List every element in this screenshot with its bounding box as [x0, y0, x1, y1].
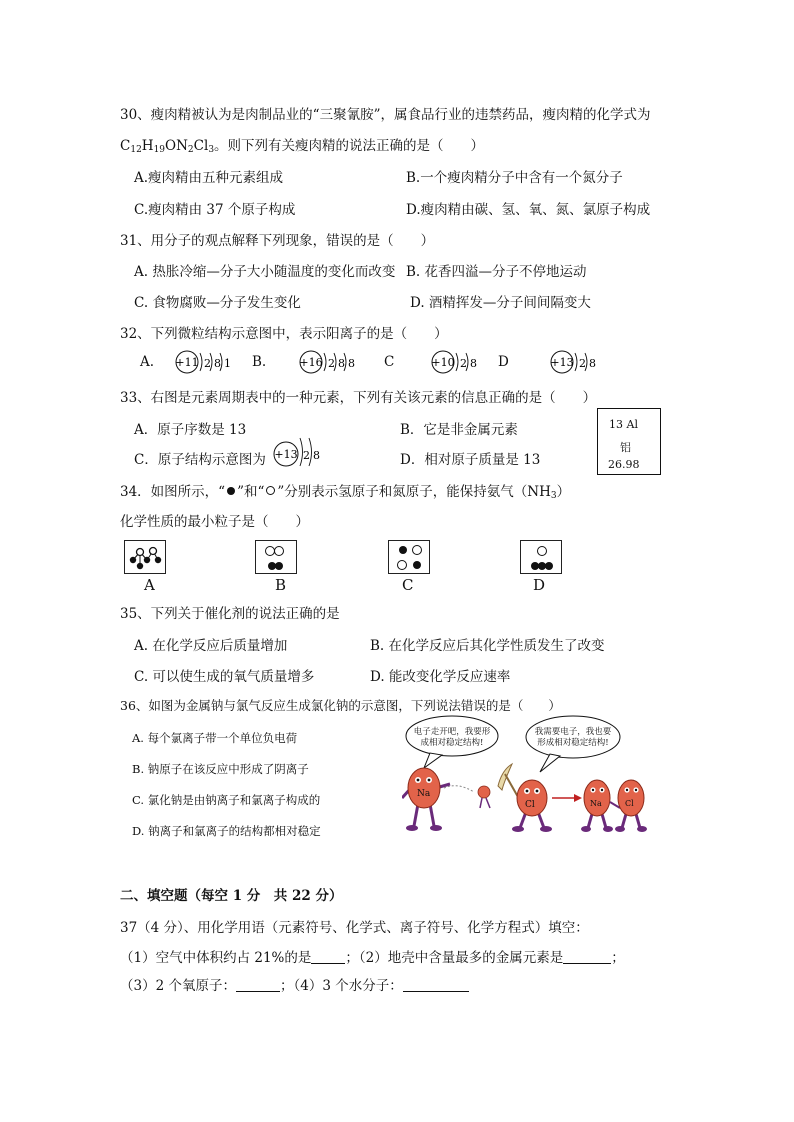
hydrogen-symbol-icon — [227, 487, 235, 495]
atom-diagram-d — [548, 348, 604, 376]
q34-label-d[interactable]: D — [533, 576, 546, 594]
q31-option-a[interactable]: A. 热胀冷缩—分子大小随温度的变化而改变 — [134, 264, 396, 280]
atom-diagram-a — [173, 348, 239, 376]
sodium-chlorine-reaction-illustration — [402, 712, 662, 834]
q33-atom-nucleus: +13 — [274, 448, 298, 461]
atom-a-shell-3: 1 — [224, 357, 231, 370]
q33-atom-diagram — [272, 432, 328, 468]
q32-label-b[interactable]: B. — [252, 354, 267, 370]
na-ion-label: Na — [590, 799, 602, 808]
q34-label-a[interactable]: A — [144, 576, 155, 594]
q30-option-c[interactable]: C.瘦肉精由 37 个原子构成 — [134, 202, 296, 218]
q34-nh3-sub: 3 — [550, 491, 557, 501]
cl-catcher-label: Cl — [525, 800, 535, 810]
q34-stem-b: ”和“ — [237, 484, 265, 500]
q35-option-c[interactable]: C. 可以使生成的氧气质量增多 — [134, 669, 315, 685]
atom-a-shell-2: 8 — [214, 357, 221, 370]
q34-box-b[interactable] — [255, 540, 297, 574]
atom-d-nucleus: +13 — [550, 356, 574, 369]
q37-part1-label: （1）空气中体积约占 21%的是 — [120, 950, 312, 966]
bubble2-line2: 形成相对稳定结构! — [537, 738, 609, 748]
element-mass: 26.98 — [608, 458, 640, 471]
atom-d-shell-2: 8 — [589, 357, 596, 370]
na-label: Na — [417, 789, 431, 799]
q37-blank-1[interactable] — [311, 951, 345, 964]
q37-blank-4[interactable] — [403, 979, 469, 992]
molecule-chain-icon — [125, 541, 165, 573]
q30-option-a[interactable]: A.瘦肉精由五种元素组成 — [134, 170, 284, 186]
hydrogen-atom-icon — [399, 546, 407, 554]
q34-label-b[interactable]: B — [275, 576, 287, 594]
q31-option-d[interactable]: D. 酒精挥发—分子间间隔变大 — [410, 295, 591, 311]
q36-stem: 36、如图为金属钠与氯气反应生成氯化钠的示意图，下列说法错误的是（ ） — [120, 698, 561, 713]
atom-diagram-c — [429, 348, 485, 376]
q37-line1-end: ； — [611, 950, 625, 966]
element-name: 铝 — [620, 441, 631, 454]
q33-option-c[interactable]: C．原子结构示意图为 — [134, 452, 266, 468]
q37-part4-label: ；（4）3 个水分子： — [279, 978, 403, 994]
atom-b-shell-3: 8 — [348, 357, 355, 370]
q35-option-b[interactable]: B. 在化学反应后其化学性质发生了改变 — [370, 638, 605, 654]
element-card — [597, 408, 661, 475]
q32-label-c[interactable]: C — [384, 354, 395, 370]
bubble1-line2: 成相对稳定结构! — [420, 738, 484, 748]
nitrogen-atom-icon — [537, 546, 547, 556]
q30-stem-tail: 。则下列有关瘦肉精的说法正确的是（ ） — [214, 138, 485, 154]
q35-stem: 35、下列关于催化剂的说法正确的是 — [120, 606, 340, 622]
atom-c-shell-1: 2 — [460, 357, 467, 370]
hydrogen-atom-icon — [275, 562, 283, 570]
q37-line1 — [120, 946, 625, 966]
formula-h: H — [141, 138, 154, 154]
q34-stem-line2: 化学性质的最小粒子是（ ） — [120, 514, 309, 530]
q33-option-d[interactable]: D．相对原子质量是 13 — [400, 452, 541, 468]
q37-stem: 37（4 分）、用化学用语（元素符号、化学式、离子符号、化学方程式）填空： — [120, 920, 589, 936]
q33-atom-shell-1: 2 — [303, 449, 310, 462]
formula-on: ON — [165, 138, 188, 154]
formula-h-count: 19 — [153, 145, 166, 155]
q31-stem: 31、用分子的观点解释下列现象，错误的是（ ） — [120, 233, 435, 249]
formula-c-count: 12 — [130, 145, 142, 155]
atom-diagram-b — [297, 348, 363, 376]
q37-part3-label: （3）2 个氧原子： — [120, 978, 236, 994]
atom-a-shell-1: 2 — [204, 357, 211, 370]
q37-blank-3[interactable] — [236, 979, 280, 992]
bubble2-line1: 我需要电子，我也要 — [534, 727, 612, 737]
q32-stem: 32、下列微粒结构示意图中，表示阳离子的是（ ） — [120, 326, 448, 342]
formula-c: C — [120, 138, 131, 154]
q30-option-d[interactable]: D.瘦肉精由碳、氢、氧、氮、氯原子构成 — [406, 202, 651, 218]
hydrogen-atom-icon — [413, 561, 421, 569]
q32-label-d[interactable]: D — [498, 354, 509, 370]
q33-option-a[interactable]: A．原子序数是 13 — [134, 422, 247, 438]
section2-title: 二、填空题（每空 1 分 共 22 分） — [120, 888, 343, 904]
element-number-symbol: 13 Al — [609, 418, 638, 431]
atom-c-nucleus: +10 — [431, 356, 455, 369]
q30-stem-line2 — [120, 134, 484, 154]
nitrogen-atom-icon — [412, 545, 422, 555]
q30-option-b[interactable]: B.一个瘦肉精分子中含有一个氮分子 — [406, 170, 623, 186]
q30-stem-line1: 30、瘦肉精被认为是肉制品业的“三聚氰胺”，属食品行业的违禁药品，瘦肉精的化学式为 — [120, 107, 651, 123]
q33-atom-shell-2: 8 — [313, 449, 320, 462]
nitrogen-atom-icon — [397, 560, 407, 570]
hydrogen-atom-icon — [545, 562, 553, 570]
atom-a-nucleus: +11 — [175, 356, 199, 369]
q32-label-a[interactable]: A. — [140, 354, 155, 370]
q36-option-c[interactable]: C. 氯化钠是由钠离子和氯离子构成的 — [132, 793, 321, 807]
q34-box-a[interactable] — [124, 540, 166, 574]
nitrogen-atom-icon — [274, 546, 284, 556]
q36-option-b[interactable]: B. 钠原子在该反应中形成了阴离子 — [132, 762, 309, 776]
q36-option-a[interactable]: A. 每个氯离子带一个单位负电荷 — [132, 731, 298, 745]
cl-ion-label: Cl — [625, 799, 634, 808]
atom-d-shell-1: 2 — [579, 357, 586, 370]
q34-stem-a: 34．如图所示，“ — [120, 484, 226, 500]
atom-c-shell-2: 8 — [470, 357, 477, 370]
q34-box-c[interactable] — [388, 540, 430, 574]
q34-stem-c-end: ） — [556, 484, 571, 500]
q37-part2-label: ；（2）地壳中含量最多的金属元素是 — [345, 950, 564, 966]
q34-stem-line1 — [120, 480, 570, 500]
formula-cl: Cl — [193, 138, 209, 154]
formula-n-count: 2 — [187, 145, 194, 155]
bubble1-line1: 电子走开吧，我要形 — [413, 727, 491, 737]
nitrogen-symbol-icon — [266, 486, 275, 495]
q36-option-d[interactable]: D. 钠离子和氯离子的结构都相对稳定 — [132, 824, 321, 838]
q34-box-d[interactable] — [520, 540, 562, 574]
q33-stem: 33、右图是元素周期表中的一种元素，下列有关该元素的信息正确的是（ ） — [120, 390, 597, 406]
atom-b-shell-1: 2 — [328, 357, 335, 370]
q34-label-c[interactable]: C — [402, 576, 414, 594]
q34-stem-c: ”分别表示氢原子和氮原子，能保持氨气（NH — [277, 484, 551, 500]
formula-cl-count: 3 — [208, 145, 215, 155]
atom-b-shell-2: 8 — [338, 357, 345, 370]
q33-option-b[interactable]: B．它是非金属元素 — [400, 422, 518, 438]
q35-option-a[interactable]: A. 在化学反应后质量增加 — [134, 638, 288, 654]
q37-blank-2[interactable] — [563, 951, 611, 964]
q31-option-b[interactable]: B. 花香四溢—分子不停地运动 — [406, 264, 587, 280]
q31-option-c[interactable]: C. 食物腐败—分子发生变化 — [134, 295, 301, 311]
q35-option-d[interactable]: D. 能改变化学反应速率 — [370, 669, 511, 685]
atom-b-nucleus: +16 — [299, 356, 323, 369]
q37-line2 — [120, 974, 469, 994]
